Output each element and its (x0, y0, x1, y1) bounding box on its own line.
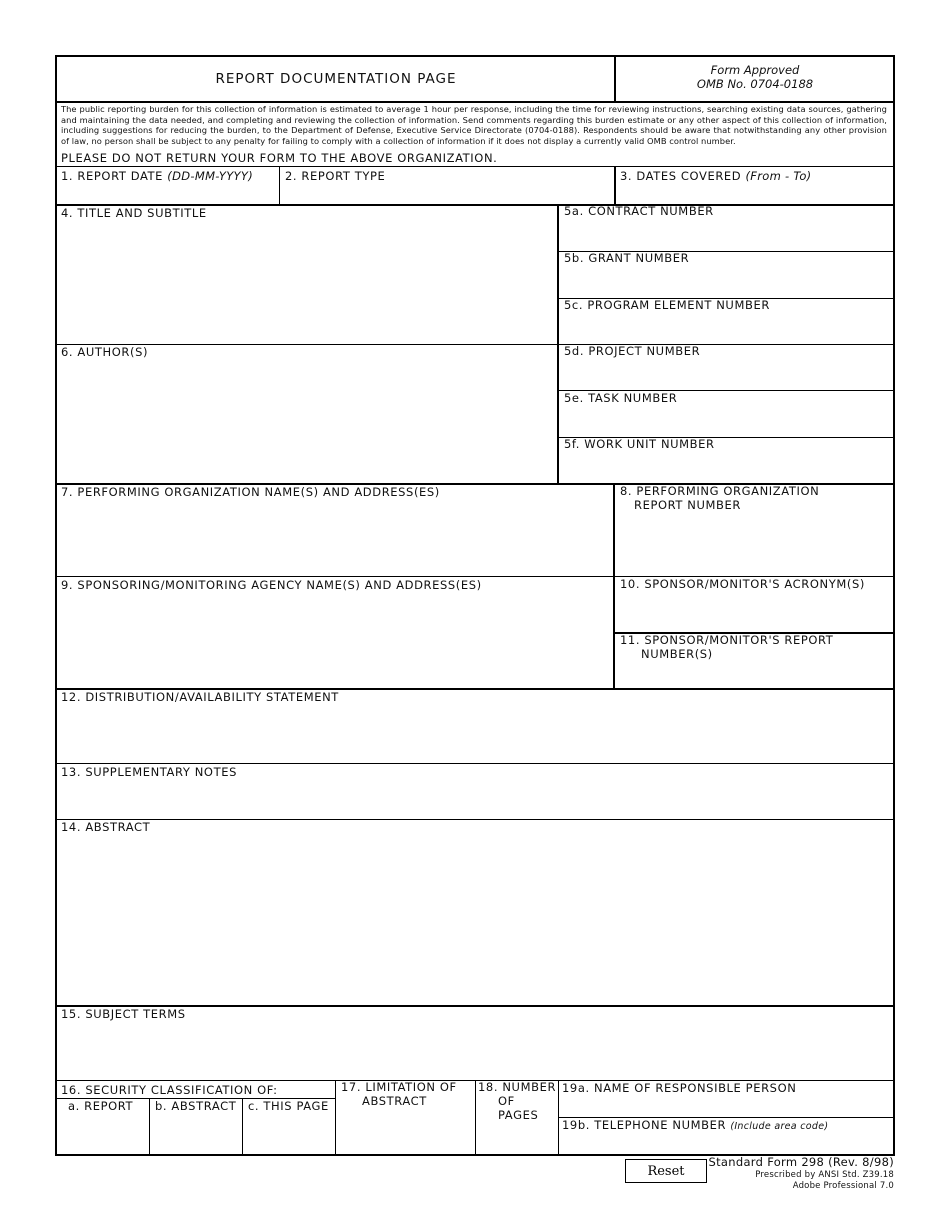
number-of-pages-label: 18. NUMBER OF PAGES (478, 1080, 557, 1122)
project-number-label: 5d. PROJECT NUMBER (564, 344, 701, 358)
grant-number-field[interactable] (561, 267, 892, 297)
responsible-person-label: 19a. NAME OF RESPONSIBLE PERSON (562, 1081, 797, 1095)
performing-org-name-field[interactable] (58, 501, 611, 575)
distribution-statement-field[interactable] (58, 706, 891, 762)
dates-covered-field[interactable] (618, 184, 892, 203)
supplementary-notes-label: 13. SUPPLEMENTARY NOTES (61, 765, 237, 779)
responsible-person-field[interactable] (561, 1097, 892, 1116)
sponsor-acronym-field[interactable] (618, 593, 892, 631)
software-label: Adobe Professional 7.0 (792, 1181, 894, 1191)
sponsoring-agency-name-field[interactable] (58, 594, 611, 686)
subject-terms-field[interactable] (58, 1023, 891, 1079)
program-element-number-field[interactable] (561, 314, 892, 343)
telephone-number-label: 19b. TELEPHONE NUMBER (Include area code) (562, 1118, 829, 1132)
performing-org-report-number-field[interactable] (618, 515, 892, 575)
contract-number-field[interactable] (561, 220, 892, 250)
work-unit-number-field[interactable] (561, 453, 892, 482)
sponsor-report-number-label: 11. SPONSOR/MONITOR'S REPORT NUMBER(S) (620, 633, 834, 661)
subject-terms-label: 15. SUBJECT TERMS (61, 1007, 186, 1021)
omb-number: OMB No. 0704-0188 (696, 77, 814, 91)
telephone-number-field[interactable] (561, 1134, 892, 1153)
title-subtitle-label: 4. TITLE AND SUBTITLE (61, 206, 207, 220)
number-of-pages-field[interactable] (478, 1124, 556, 1153)
task-number-label: 5e. TASK NUMBER (564, 391, 678, 405)
security-classification-label: 16. SECURITY CLASSIFICATION OF: (61, 1083, 278, 1097)
reset-button[interactable]: Reset (625, 1159, 707, 1183)
limitation-of-abstract-label: 17. LIMITATION OF ABSTRACT (341, 1080, 457, 1108)
performing-org-name-label: 7. PERFORMING ORGANIZATION NAME(S) AND ADDRESS(ES) (61, 485, 440, 499)
report-type-label: 2. REPORT TYPE (285, 169, 386, 183)
burden-statement: The public reporting burden for this collection of information is estimated to average 1 hour per response, including the time for reviewing instructions, searching existing data sources, gathering and maintaining the data needed, and completing and reviewing the collection of information. Send comments regarding this burden estimate or any other aspect of this collection of information, including suggestions for reducing the burden, to the Department of Defense, Executive Service Directorate (0704-0188). Respondents should be aware that notwithstanding any other provision of law, no person shall be subject to any penalty for failing to comply with a collection of information if it does not display a currently valid OMB control number. (61, 104, 887, 146)
page-classification-field[interactable] (245, 1115, 333, 1153)
report-classification-field[interactable] (58, 1115, 147, 1153)
do-not-return-notice: PLEASE DO NOT RETURN YOUR FORM TO THE ABOVE ORGANIZATION. (61, 151, 498, 165)
limitation-of-abstract-field[interactable] (338, 1110, 473, 1153)
report-classification-label: a. REPORT (68, 1099, 134, 1113)
abstract-classification-label: b. ABSTRACT (155, 1099, 237, 1113)
grant-number-label: 5b. GRANT NUMBER (564, 251, 690, 265)
title-subtitle-field[interactable] (58, 222, 555, 342)
standard-form-label: Standard Form 298 (Rev. 8/98) (708, 1155, 894, 1169)
supplementary-notes-field[interactable] (58, 781, 891, 818)
abstract-label: 14. ABSTRACT (61, 820, 151, 834)
distribution-statement-label: 12. DISTRIBUTION/AVAILABILITY STATEMENT (61, 690, 339, 704)
authors-field[interactable] (58, 361, 555, 481)
dates-covered-label: 3. DATES COVERED (From - To) (620, 169, 812, 183)
program-element-number-label: 5c. PROGRAM ELEMENT NUMBER (564, 298, 770, 312)
task-number-field[interactable] (561, 407, 892, 436)
prescribed-by-label: Prescribed by ANSI Std. Z39.18 (755, 1170, 894, 1180)
page-classification-label: c. THIS PAGE (248, 1099, 329, 1113)
performing-org-report-number-label: 8. PERFORMING ORGANIZATION REPORT NUMBER (620, 484, 820, 512)
work-unit-number-label: 5f. WORK UNIT NUMBER (564, 437, 715, 451)
report-type-field[interactable] (282, 184, 612, 203)
form-approved-text: Form Approved (710, 63, 800, 77)
authors-label: 6. AUTHOR(S) (61, 345, 149, 359)
project-number-field[interactable] (561, 360, 892, 389)
abstract-field[interactable] (58, 836, 891, 1004)
abstract-classification-field[interactable] (152, 1115, 240, 1153)
contract-number-label: 5a. CONTRACT NUMBER (564, 204, 714, 218)
sponsoring-agency-name-label: 9. SPONSORING/MONITORING AGENCY NAME(S) AND ADDRESS(ES) (61, 578, 482, 592)
omb-approval (616, 63, 894, 91)
report-date-field[interactable] (58, 184, 276, 203)
form-title: REPORT DOCUMENTATION PAGE (215, 71, 457, 87)
sponsor-acronym-label: 10. SPONSOR/MONITOR'S ACRONYM(S) (620, 577, 865, 591)
sponsor-report-number-field[interactable] (618, 663, 892, 687)
report-date-label: 1. REPORT DATE (DD-MM-YYYY) (61, 169, 253, 183)
